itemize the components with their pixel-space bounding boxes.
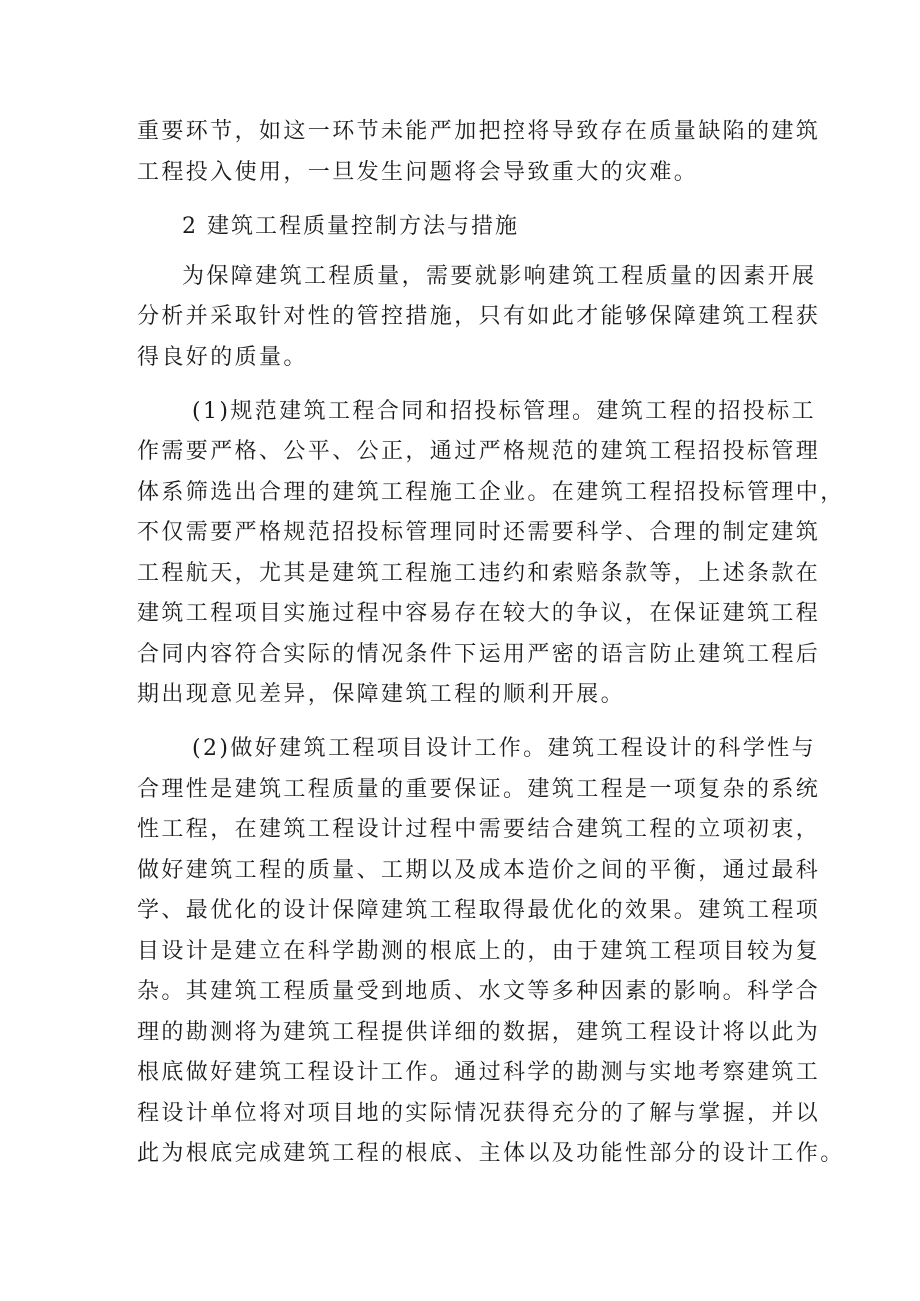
paragraph-line: 性工程，在建筑工程设计过程中需要结合建筑工程的立项初衷，: [137, 817, 821, 842]
paragraph-line: 合同内容符合实际的情况条件下运用严密的语言防止建筑工程后: [137, 642, 821, 667]
paragraph-line: 得良好的质量。: [137, 345, 308, 370]
paragraph-line: (1)规范建筑工程合同和招投标管理。建筑工程的招投标工: [192, 399, 816, 424]
paragraph-line: 理的勘测将为建筑工程提供详细的数据，建筑工程设计将以此为: [137, 1020, 821, 1045]
paragraph-line: 分析并采取针对性的管控措施，只有如此才能够保障建筑工程获: [137, 304, 821, 329]
section-heading: 2 建筑工程质量控制方法与措施: [182, 214, 519, 239]
paragraph-line: 根底做好建筑工程设计工作。通过科学的勘测与实地考察建筑工: [137, 1060, 821, 1085]
intro-line: 工程投入使用，一旦发生问题将会导致重大的灾难。: [137, 160, 699, 185]
paragraph-line: 建筑工程项目实施过程中容易存在较大的争议，在保证建筑工程: [137, 601, 821, 626]
paragraph-line: 杂。其建筑工程质量受到地质、水文等多种因素的影响。科学合: [137, 979, 821, 1004]
paragraph-line: 此为根底完成建筑工程的根底、主体以及功能性部分的设计工作。: [137, 1141, 845, 1166]
paragraph-line: 为保障建筑工程质量，需要就影响建筑工程质量的因素开展: [182, 264, 817, 289]
paragraph-line: 体系筛选出合理的建筑工程施工企业。在建筑工程招投标管理中，: [137, 480, 845, 505]
paragraph-line: (2)做好建筑工程项目设计工作。建筑工程设计的科学性与: [192, 736, 816, 761]
intro-line: 重要环节，如这一环节未能严加把控将导致存在质量缺陷的建筑: [137, 119, 821, 144]
paragraph-line: 程设计单位将对项目地的实际情况获得充分的了解与掌握，并以: [137, 1101, 821, 1126]
paragraph-line: 期出现意见差异，保障建筑工程的顺利开展。: [137, 682, 626, 707]
paragraph-line: 作需要严格、公平、公正，通过严格规范的建筑工程招投标管理: [137, 439, 821, 464]
paragraph-line: 做好建筑工程的质量、工期以及成本造价之间的平衡，通过最科: [137, 858, 821, 883]
paragraph-line: 不仅需要严格规范招投标管理同时还需要科学、合理的制定建筑: [137, 520, 821, 545]
paragraph-line: 工程航天，尤其是建筑工程施工违约和索赔条款等，上述条款在: [137, 561, 821, 586]
paragraph-line: 目设计是建立在科学勘测的根底上的，由于建筑工程项目较为复: [137, 939, 821, 964]
paragraph-line: 学、最优化的设计保障建筑工程取得最优化的效果。建筑工程项: [137, 898, 821, 923]
paragraph-line: 合理性是建筑工程质量的重要保证。建筑工程是一项复杂的系统: [137, 777, 821, 802]
